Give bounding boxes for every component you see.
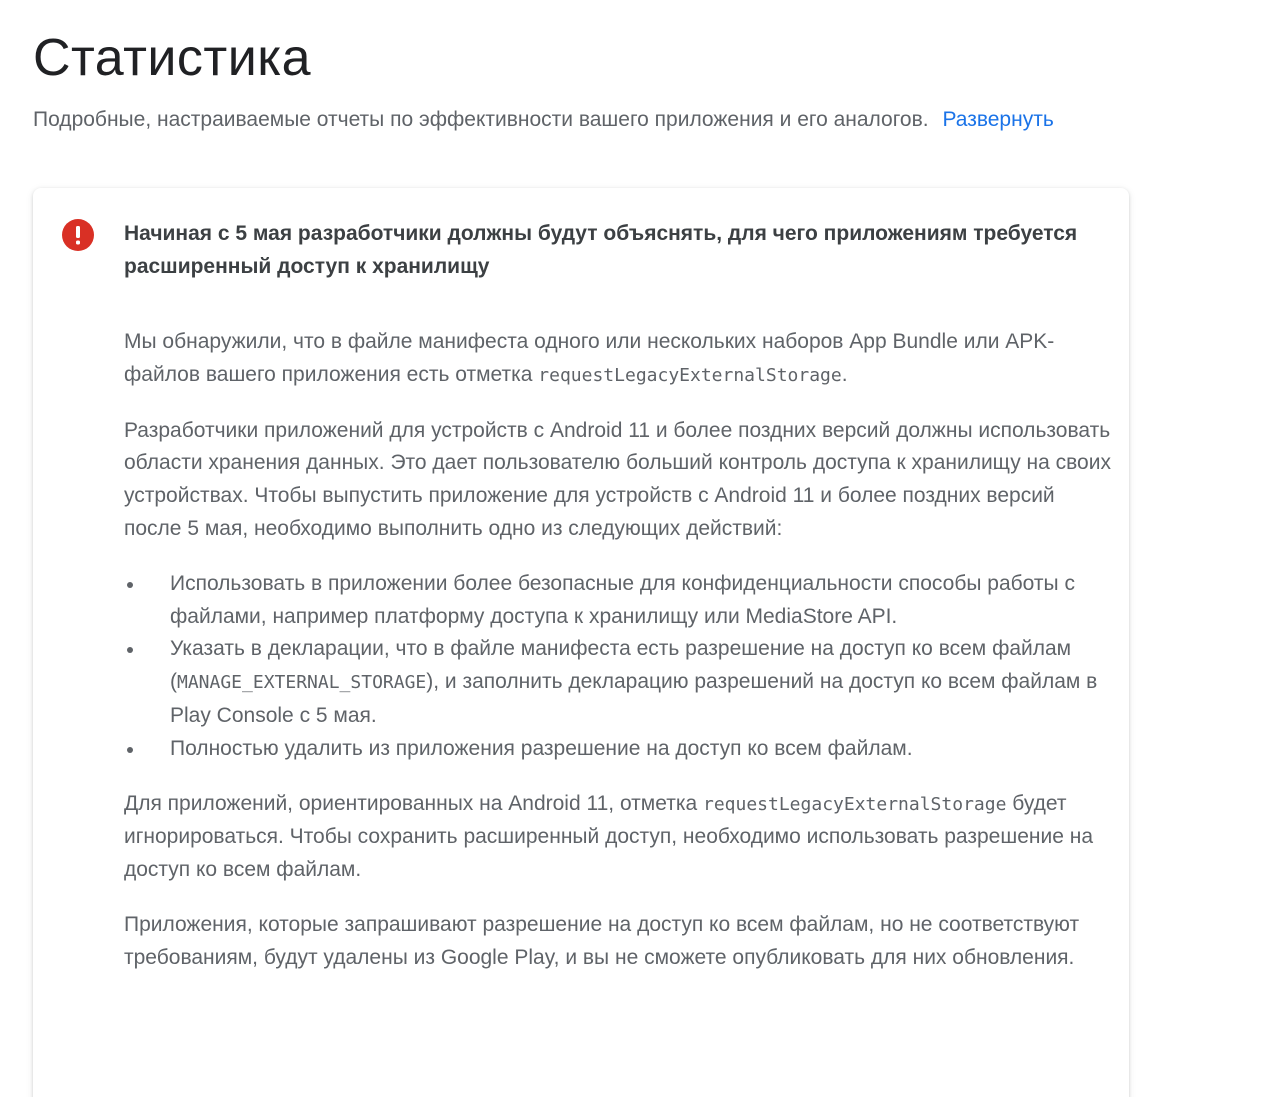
paragraph-ignored-after: будет игнорироваться. Чтобы сохранить расширенный доступ, необходимо использовать разрешение на доступ ко всем файлам. xyxy=(124,791,1093,882)
expand-link[interactable]: Развернуть xyxy=(942,108,1054,131)
alert-body xyxy=(124,326,1114,975)
list-item-text-before: Указать в декларации, что в файле манифеста есть разрешение на доступ ко всем файлам ( xyxy=(170,637,1072,694)
paragraph-ignored-flag xyxy=(124,788,1114,887)
list-item-text: Полностью удалить из приложения разрешение на доступ ко всем файлам. xyxy=(170,736,913,760)
list-item-text: Использовать в приложении более безопасные для конфиденциальности способы работы с файлами, например платформу доступа к хранилищу или MediaStore API. xyxy=(170,571,1075,628)
paragraph-manifest-end: . xyxy=(841,362,848,386)
list-item xyxy=(124,633,1114,732)
alert-content xyxy=(124,217,1114,997)
list-item xyxy=(124,733,1114,766)
alert-card xyxy=(33,188,1129,1097)
page-subtitle: Подробные, настраиваемые отчеты по эффективности вашего приложения и его аналогов. xyxy=(33,108,929,131)
actions-list xyxy=(124,568,1114,766)
list-item xyxy=(124,568,1114,634)
list-item-text-after: ), и заполнить декларацию разрешений на доступ ко всем файлам в Play Console с 5 мая. xyxy=(170,670,1098,727)
code-legacy-storage: requestLegacyExternalStorage xyxy=(702,793,1007,815)
error-icon xyxy=(62,219,94,251)
page-title: Статистика xyxy=(33,29,312,87)
paragraph-ignored-before: Для приложений, ориентированных на Android 11, отметка xyxy=(124,791,703,815)
alert-heading: Начиная с 5 мая разработчики должны будут объяснять, для чего приложениям требуется расширенный доступ к хранилищу xyxy=(124,222,1078,278)
paragraph-manifest-text: Мы обнаружили, что в файле манифеста одного или нескольких наборов App Bundle или APK-файлов вашего приложения есть отметка xyxy=(124,330,1055,386)
paragraph-removal-warning: Приложения, которые запрашивают разрешение на доступ ко всем файлам, но не соответствуют требованиям, будут удалены из Google Play, и вы не сможете опубликовать для них обновления. xyxy=(124,912,1080,969)
paragraph-manifest xyxy=(124,326,1114,393)
code-manage-external-storage: MANAGE_EXTERNAL_STORAGE xyxy=(177,672,427,694)
code-legacy-storage: requestLegacyExternalStorage xyxy=(538,364,842,386)
paragraph-android11: Разработчики приложений для устройств с Android 11 и более поздних версий должны использовать области хранения данных. Это дает пользователю больший контроль доступа к хранилищу на своих устройствах. Чтобы выпустить приложение для устройств с Android 11 и более поздних версий после 5 мая, необходимо выполнить одно из следующих действий: xyxy=(124,418,1111,540)
page-subtitle-row xyxy=(33,106,1280,134)
